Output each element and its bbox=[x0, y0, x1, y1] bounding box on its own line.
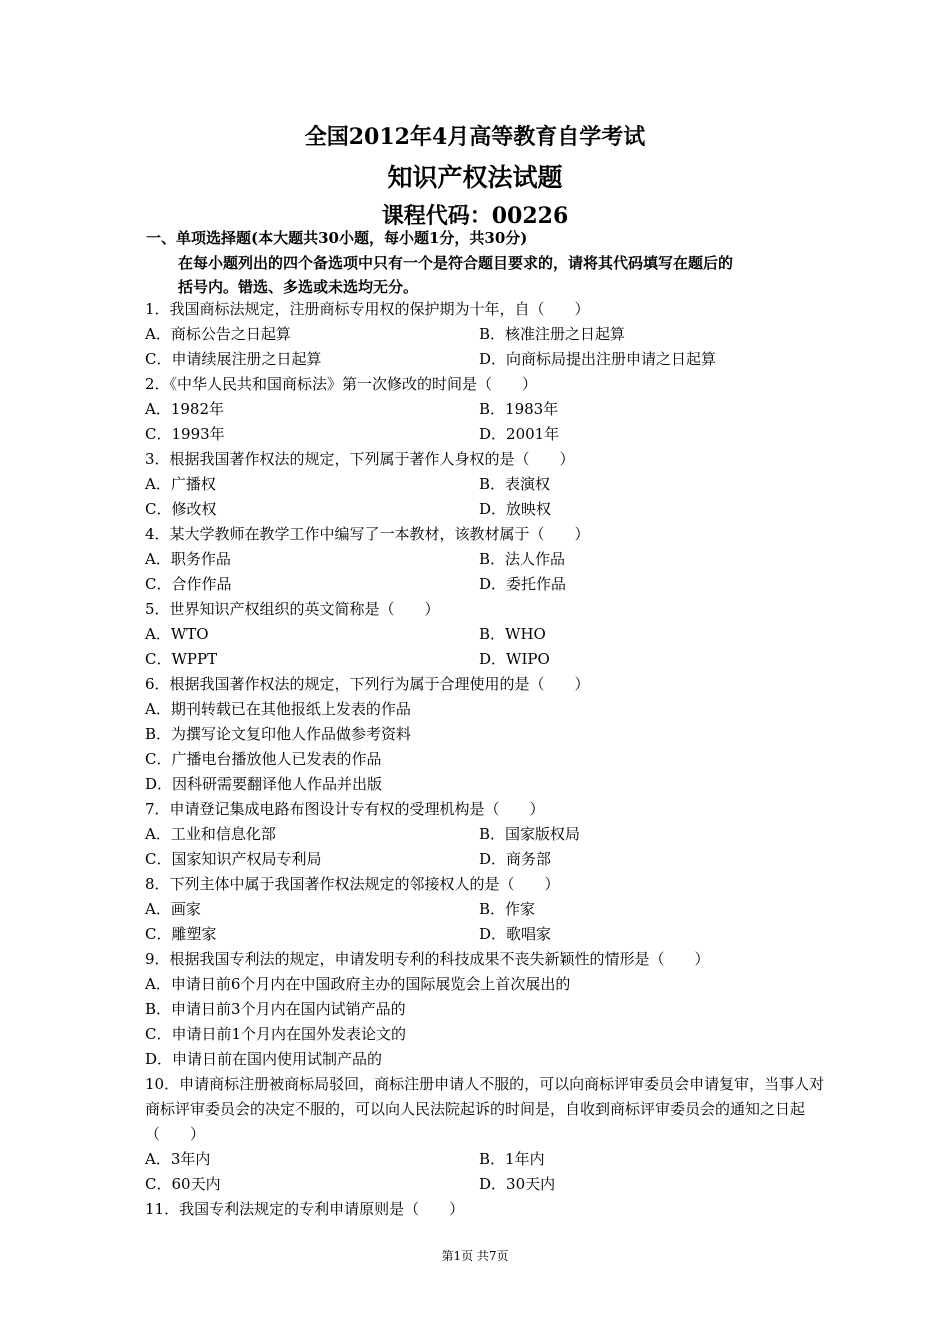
answer-option: D．WIPO bbox=[479, 650, 550, 668]
question-stem: 3．根据我国著作权法的规定，下列属于著作人身权的是（ ） bbox=[145, 450, 575, 468]
answer-option: D．因科研需要翻译他人作品并出版 bbox=[145, 775, 383, 793]
answer-option: B．1983年 bbox=[479, 400, 559, 418]
answer-option: A．1982年 bbox=[145, 400, 225, 418]
course-code: 课程代码：00226 bbox=[381, 203, 569, 229]
question-options bbox=[145, 822, 825, 872]
answer-option: A．3年内 bbox=[145, 1150, 211, 1168]
answer-option: C．申请日前1个月内在国外发表论文的 bbox=[145, 1025, 407, 1043]
question-stem: 7．申请登记集成电路布图设计专有权的受理机构是（ ） bbox=[145, 800, 545, 818]
answer-option: C．WPPT bbox=[145, 650, 218, 668]
question-options bbox=[145, 972, 825, 1072]
answer-option: A．画家 bbox=[145, 900, 201, 918]
answer-option: D．2001年 bbox=[479, 425, 560, 443]
answer-option: A．广播权 bbox=[145, 475, 216, 493]
question-stem: 6．根据我国著作权法的规定，下列行为属于合理使用的是（ ） bbox=[145, 675, 590, 693]
answer-option: D．歌唱家 bbox=[479, 925, 552, 943]
answer-option: A．工业和信息化部 bbox=[145, 825, 276, 843]
answer-option: D．申请日前在国内使用试制产品的 bbox=[145, 1050, 383, 1068]
question-stem: 4．某大学教师在教学工作中编写了一本教材，该教材属于（ ） bbox=[145, 525, 590, 543]
answer-option: A．申请日前6个月内在中国政府主办的国际展览会上首次展出的 bbox=[145, 975, 571, 993]
answer-option: C．1993年 bbox=[145, 425, 225, 443]
answer-option: C．申请续展注册之日起算 bbox=[145, 350, 322, 368]
question-stem: 8．下列主体中属于我国著作权法规定的邻接权人的是（ ） bbox=[145, 875, 560, 893]
question-options bbox=[145, 622, 825, 672]
question-stem: 2．《中华人民共和国商标法》第一次修改的时间是（ ） bbox=[145, 375, 538, 393]
answer-option: B．为撰写论文复印他人作品做参考资料 bbox=[145, 725, 412, 743]
answer-option: B．作家 bbox=[479, 900, 536, 918]
answer-option: A．WTO bbox=[145, 625, 209, 643]
answer-option: C．60天内 bbox=[145, 1175, 221, 1193]
answer-option: B．法人作品 bbox=[479, 550, 566, 568]
answer-option: C．广播电台播放他人已发表的作品 bbox=[145, 750, 382, 768]
question-stem: 9．根据我国专利法的规定，申请发明专利的科技成果不丧失新颖性的情形是（ ） bbox=[145, 950, 710, 968]
question-options bbox=[145, 697, 825, 797]
answer-option: D．向商标局提出注册申请之日起算 bbox=[479, 350, 717, 368]
question-options bbox=[145, 397, 825, 447]
answer-option: B．国家版权局 bbox=[479, 825, 581, 843]
answer-option: B．核准注册之日起算 bbox=[479, 325, 626, 343]
answer-option: C．国家知识产权局专利局 bbox=[145, 850, 322, 868]
answer-option: D．30天内 bbox=[479, 1175, 556, 1193]
question-list bbox=[145, 297, 825, 1222]
question-stem: 10．申请商标注册被商标局驳回，商标注册申请人不服的，可以向商标评审委员会申请复审，当事人对商标评审委员会的决定不服的，可以向人民法院起诉的时间是，自收到商标评审委员会的通知之日起（ ） bbox=[145, 1075, 825, 1143]
question-stem: 1．我国商标法规定，注册商标专用权的保护期为十年，自（ ） bbox=[145, 300, 590, 318]
section-instruction-line1: 在每小题列出的四个备选项中只有一个是符合题目要求的，请将其代码填写在题后的 bbox=[178, 254, 734, 272]
answer-option: A．商标公告之日起算 bbox=[145, 325, 291, 343]
question-options bbox=[145, 472, 825, 522]
question-options bbox=[145, 547, 825, 597]
answer-option: B．1年内 bbox=[479, 1150, 545, 1168]
question-options bbox=[145, 897, 825, 947]
question-options bbox=[145, 1147, 825, 1197]
answer-option: C．雕塑家 bbox=[145, 925, 217, 943]
question-stem: 5．世界知识产权组织的英文简称是（ ） bbox=[145, 600, 440, 618]
answer-option: D．商务部 bbox=[479, 850, 552, 868]
answer-option: B．申请日前3个月内在国内试销产品的 bbox=[145, 1000, 406, 1018]
answer-option: C．修改权 bbox=[145, 500, 217, 518]
subject-title: 知识产权法试题 bbox=[387, 163, 563, 192]
answer-option: D．委托作品 bbox=[479, 575, 567, 593]
answer-option: B．表演权 bbox=[479, 475, 551, 493]
answer-option: B．WHO bbox=[479, 625, 546, 643]
question-stem: 11．我国专利法规定的专利申请原则是（ ） bbox=[145, 1200, 465, 1218]
section-instruction-line2: 括号内。错选、多选或未选均无分。 bbox=[178, 278, 419, 296]
section-title: 一、单项选择题(本大题共30小题，每小题1分，共30分) bbox=[146, 229, 528, 247]
answer-option: A．职务作品 bbox=[145, 550, 231, 568]
page-footer: 第1页 共7页 bbox=[441, 1249, 509, 1263]
exam-title: 全国2012年4月高等教育自学考试 bbox=[304, 124, 646, 150]
answer-option: C．合作作品 bbox=[145, 575, 232, 593]
answer-option: D．放映权 bbox=[479, 500, 552, 518]
answer-option: A．期刊转载已在其他报纸上发表的作品 bbox=[145, 700, 411, 718]
question-options bbox=[145, 322, 825, 372]
